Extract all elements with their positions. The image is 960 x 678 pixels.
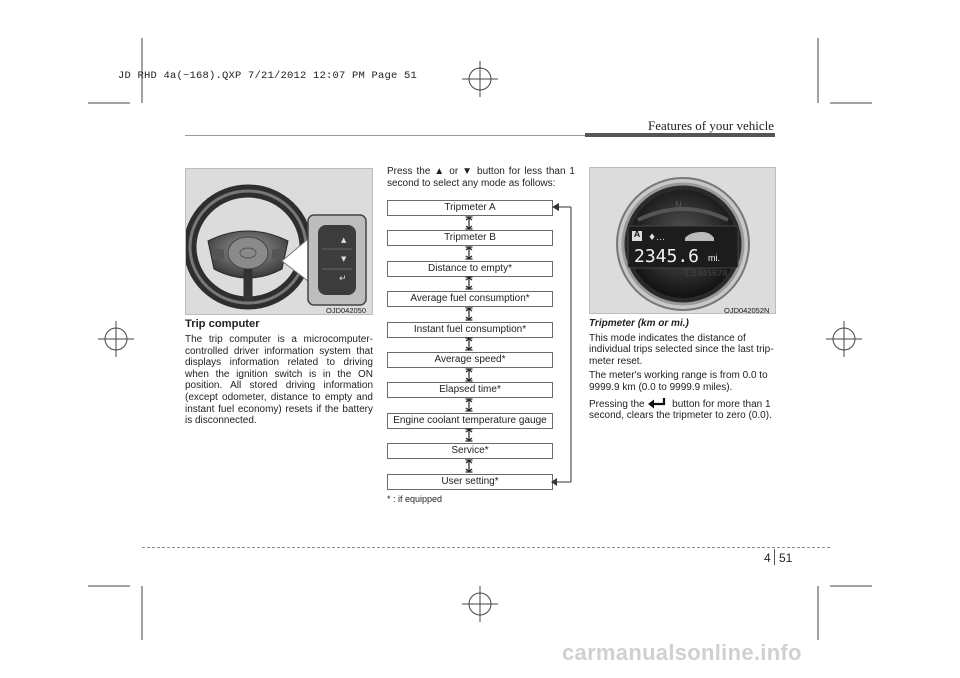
svg-text:▼: ▼ (341, 255, 347, 263)
up-down-arrow-icon (462, 368, 476, 382)
up-down-arrow-icon (462, 398, 476, 412)
tripmeter-subheading: Tripmeter (km or mi.) (589, 318, 689, 329)
tripmeter-reset-post: button for more than 1 second, clears the tripmeter to zero (0.0). (589, 398, 772, 422)
steering-wheel-icon (186, 169, 372, 314)
page-number-divider (774, 549, 775, 565)
instrument-cluster-figure (589, 167, 776, 314)
up-down-arrow-icon (462, 428, 476, 442)
trip-computer-description (185, 334, 373, 430)
flow-mode-box: Service* (387, 443, 553, 459)
svg-text:1:2345678: 1:2345678 (684, 269, 728, 278)
up-down-arrow-icon (462, 459, 476, 473)
cluster-mode-letter: A (633, 229, 641, 239)
flow-mode-box: Engine coolant temperature gauge (387, 413, 553, 429)
print-slug: JD RHD 4a(~168).QXP 7/21/2012 12:07 PM Page 51 (118, 70, 418, 82)
flow-mode-box: Distance to empty* (387, 261, 553, 277)
up-down-arrow-icon (462, 276, 476, 290)
section-heading: Trip computer (185, 318, 260, 330)
section-number: 4 (764, 551, 771, 565)
flow-mode-box: Instant fuel consumption* (387, 322, 553, 338)
registration-target-left (98, 321, 134, 357)
cluster-trip-unit: mi. (708, 253, 720, 263)
flow-mode-box: Elapsed time* (387, 382, 553, 398)
up-down-arrow-icon (462, 307, 476, 321)
header-rule-thin (185, 135, 585, 136)
flow-mode-box: Average fuel consumption* (387, 291, 553, 307)
trip-computer-body: The trip computer is a microcomputer-controlled driver information system that displays information related to driving when the ignition switch is in the ON position. All stored driving information (except odometer, distance to empty and instant fuel economy) resets if the battery is disconnected. (185, 334, 373, 427)
tripmeter-reset (589, 397, 775, 422)
footnote: * : if equipped (387, 494, 443, 504)
svg-text:▲: ▲ (341, 236, 347, 244)
tripmeter-range: The meter's working range is from 0.0 to 9999.9 km (0.0 to 9999.9 miles). (589, 370, 768, 393)
svg-text:↵: ↵ (339, 274, 347, 284)
left-figure-label: OJD042050 (326, 306, 367, 315)
enter-button-icon (647, 397, 669, 409)
cluster-trip-value: 2345.6 (634, 246, 700, 267)
registration-target-top (462, 61, 498, 97)
page-number: 51 (779, 551, 793, 565)
registration-target-right (826, 321, 862, 357)
tripmeter-section (589, 318, 775, 425)
up-down-arrow-icon (462, 246, 476, 260)
up-down-arrow-icon (462, 216, 476, 230)
page-header-title: Features of your vehicle (648, 118, 774, 133)
registration-target-bottom (462, 586, 498, 622)
header-rule-thick (585, 133, 775, 137)
site-watermark: carmanualsonline.info (562, 640, 802, 665)
flowchart-return-arrow (550, 196, 580, 496)
flow-mode-box: User setting* (387, 474, 553, 490)
up-down-arrow-icon (462, 337, 476, 351)
instrument-gauge-icon (590, 168, 775, 313)
footer-dashed-rule (142, 547, 830, 548)
flow-mode-box: Tripmeter A (387, 200, 553, 216)
svg-text:♦…: ♦… (648, 233, 666, 243)
tripmeter-reset-pre: Pressing the (589, 398, 645, 410)
flow-mode-box: Tripmeter B (387, 230, 553, 246)
steering-wheel-figure (185, 168, 373, 315)
tripmeter-description: This mode indicates the distance of individual trips selected since the last trip-meter reset. (589, 332, 774, 367)
mode-select-intro: Press the ▲ or ▼ button for less than 1 second to select any mode as follows: (387, 166, 575, 189)
svg-text:N: N (675, 201, 682, 211)
right-figure-label: OJD042052N (724, 306, 770, 315)
flow-mode-box: Average speed* (387, 352, 553, 368)
